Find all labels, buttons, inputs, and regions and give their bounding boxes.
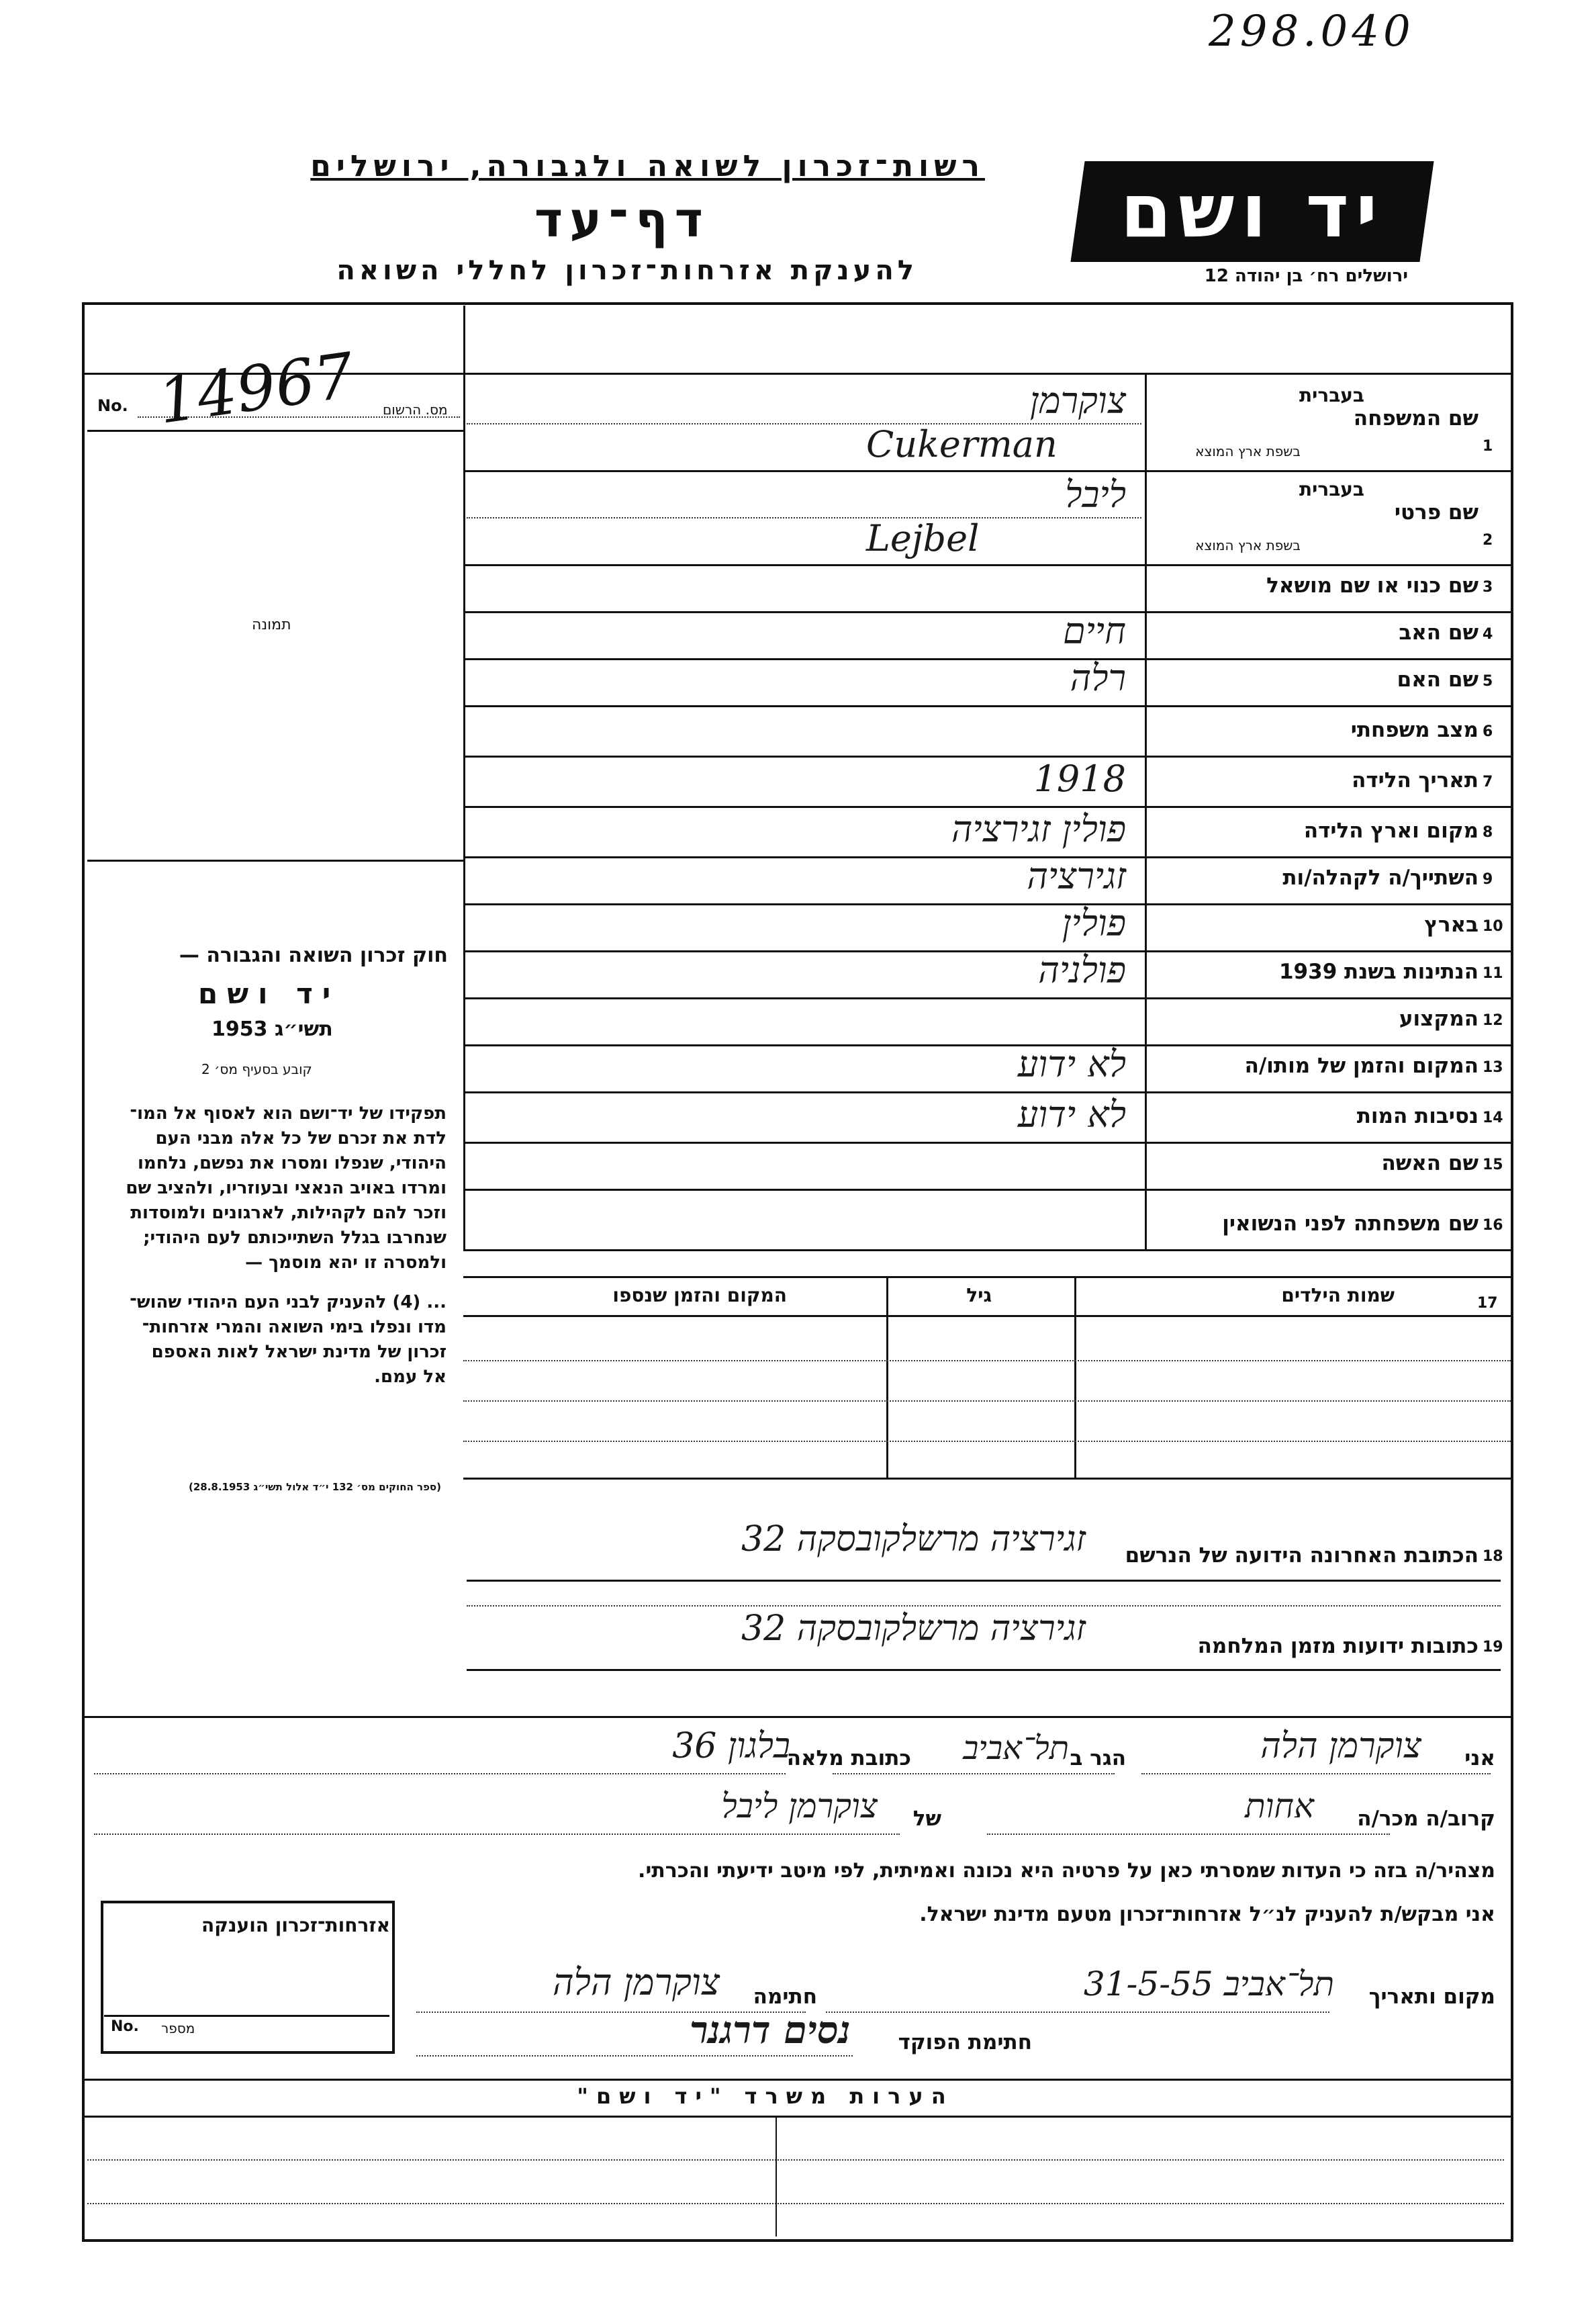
field-14-value: לא ידוע [1017, 1093, 1126, 1136]
reg-label: מס. הרשום [383, 402, 448, 418]
field-1-value-hebrew: צוקרמן [1029, 379, 1126, 422]
field-2-sub-original: בשפת ארץ המוצא [1195, 537, 1301, 553]
decl-signature-value: צוקרמן הלה [552, 1961, 720, 2003]
reg-no-value: 14967 [153, 339, 359, 438]
law-year: תשי״ג 1953 [212, 1018, 333, 1041]
field-row-divider [463, 950, 1511, 952]
field-13-value: לא ידוע [1017, 1043, 1126, 1085]
field-1-label: שם המשפחה [1353, 406, 1478, 431]
field-15-number: 15 [1483, 1157, 1503, 1173]
field-1-number: 1 [1483, 438, 1493, 455]
field-row-divider [463, 470, 1511, 472]
decl-place-date-label: מקום ותאריך [1368, 1985, 1495, 2009]
decl-officer-label: חתימת הפוקד [898, 2030, 1032, 2054]
field-12-number: 12 [1483, 1012, 1503, 1029]
law-name: יד ושם [198, 977, 340, 1010]
field-9-label: השתייך/ה לקהלה/ות [1282, 866, 1478, 890]
field-row-divider [463, 658, 1511, 660]
field-2-value-hebrew: ליבל [1065, 473, 1126, 516]
field-3-number: 3 [1483, 579, 1493, 596]
children-age-header: גיל [966, 1284, 992, 1306]
photo-label: תמונה [252, 617, 291, 633]
field-19-label: כתובות ידועות מזמן המלחמה [1197, 1634, 1478, 1658]
logo-text: יד ושם [1120, 168, 1384, 254]
field-4-label: שם האב [1399, 621, 1478, 645]
field-17-number: 17 [1477, 1295, 1498, 1312]
decl-of-value: צוקרמן ליבל [721, 1787, 878, 1825]
field-12-label: המקצוע [1399, 1007, 1478, 1031]
field-row-divider [463, 756, 1511, 758]
decl-of-label: של [912, 1807, 941, 1831]
field-14-number: 14 [1483, 1110, 1503, 1126]
field-row-divider [463, 1044, 1511, 1046]
field-11-value: פולניה [1038, 949, 1126, 991]
field-row-divider [463, 997, 1511, 999]
archive-number: 298.040 [1209, 7, 1415, 56]
field-10-label: בארץ [1424, 913, 1478, 937]
decl-resides-value: תל־אביב [963, 1729, 1069, 1767]
field-11-number: 11 [1483, 965, 1503, 982]
field-row-divider [463, 1091, 1511, 1093]
decl-statement-2: אני מבקש/ת להעניק לנ״ל אזרחות־זכרון מטעם מדינת ישראל. [919, 1903, 1495, 1926]
field-18-number: 18 [1483, 1548, 1503, 1565]
field-10-number: 10 [1483, 918, 1503, 935]
law-source: (ספר החוקים מס׳ 132 י״ד אלול תשי״ג 28.8.1953) [188, 1481, 441, 1493]
field-row-divider [463, 564, 1511, 566]
citizenship-title: אזרחות־זכרון הוענקה [201, 1914, 390, 1936]
field-7-value: 1918 [1033, 758, 1126, 800]
citizenship-no-label: No. [111, 2018, 139, 2035]
form-title: דף־עד [534, 191, 710, 248]
field-4-value: חיים [1063, 610, 1126, 652]
decl-place-date-value: תל־אביב 31-5-55 [1083, 1964, 1334, 2003]
form-subtitle: להענקת אזרחות־זכרון לחללי השואה [336, 255, 918, 286]
field-2-value-original: Lejbel [866, 517, 980, 559]
citizenship-no-heb: מספר [161, 2020, 195, 2036]
field-row-divider [463, 705, 1511, 707]
field-8-label: מקום וארץ הלידה [1303, 819, 1478, 843]
children-names-header: שמות הילדים [1281, 1284, 1395, 1306]
field-row-divider [463, 856, 1511, 858]
reg-no-label: No. [97, 396, 128, 415]
children-place-header: המקום והזמן שנספו [612, 1284, 787, 1306]
field-4-number: 4 [1483, 626, 1493, 643]
field-6-number: 6 [1483, 723, 1493, 740]
field-13-label: המקום והזמן של מותו/ה [1244, 1054, 1478, 1078]
field-subdivider [467, 517, 1141, 518]
field-19-number: 19 [1483, 1639, 1503, 1656]
field-7-label: תאריך הלידה [1352, 768, 1478, 793]
authority-title: רשות־זכרון לשואה ולגבורה, ירושלים [310, 149, 985, 183]
field-19-value: זגירציה מרשלקובסקה 32 [741, 1609, 1086, 1649]
field-16-number: 16 [1483, 1217, 1503, 1234]
decl-i-label: אני [1464, 1746, 1495, 1770]
field-5-value: רלה [1070, 657, 1126, 699]
field-2-sub-hebrew: בעברית [1299, 478, 1364, 500]
decl-relative-label: קרוב/ה מכר/ה [1357, 1807, 1495, 1831]
field-15-label: שם האשה [1381, 1151, 1478, 1175]
remarks-title: הערות משרד "יד ושם" [577, 2083, 954, 2109]
field-5-label: שם האם [1397, 668, 1478, 692]
field-2-number: 2 [1483, 532, 1493, 549]
field-3-label: שם כנוי או שם מושאל [1266, 574, 1478, 598]
field-10-value: פולין [1062, 902, 1126, 944]
address-line: ירושלים רח׳ בן יהודה 12 [1204, 266, 1408, 286]
field-13-number: 13 [1483, 1059, 1503, 1076]
decl-signature-label: חתימה [753, 1985, 817, 2009]
field-5-number: 5 [1483, 673, 1493, 690]
field-8-value: פולין זגירציה [951, 808, 1126, 850]
decl-i-value: צוקרמן הלה [1260, 1726, 1421, 1766]
decl-address-value: בלגון 36 [672, 1726, 790, 1766]
field-2-label: שם פרטי [1394, 500, 1478, 525]
decl-address-label: כתובת מלאה [786, 1746, 911, 1770]
law-clause: קובע בסעיף מס׳ 2 [201, 1061, 312, 1077]
field-18-value: זגירציה מרשלקובסקה 32 [741, 1519, 1086, 1560]
field-9-value: זגירציה [1027, 855, 1126, 897]
field-1-value-original: Cukerman [866, 423, 1058, 465]
field-11-label: הנתינות בשנת 1939 [1278, 960, 1478, 984]
field-row-divider [463, 903, 1511, 905]
field-row-divider [463, 1249, 1511, 1251]
decl-officer-value: נסים דרגנר [690, 2008, 851, 2052]
field-1-sub-hebrew: בעברית [1299, 384, 1364, 406]
field-7-number: 7 [1483, 774, 1493, 790]
field-row-divider [463, 1142, 1511, 1144]
field-18-label: הכתובת האחרונה הידועה של הנרשם [1125, 1543, 1478, 1568]
decl-resides-label: הגר ב [1070, 1746, 1126, 1770]
field-16-label: שם משפחתה לפני הנשואין [1222, 1212, 1478, 1236]
decl-statement-1: מצהיר/ה בזה כי העדות שמסרתי כאן על פרטיה היא נכונה ואמיתית, לפי מיטב ידיעתי והכרתי. [638, 1859, 1495, 1883]
field-1-sub-original: בשפת ארץ המוצא [1195, 443, 1301, 459]
field-row-divider [463, 611, 1511, 613]
field-9-number: 9 [1483, 871, 1493, 888]
field-8-number: 8 [1483, 824, 1493, 841]
field-row-divider [463, 1189, 1511, 1191]
law-text: תפקידו של יד־ושם הוא לאסוף אל המו־ לדת את זכרם של כל אלה מבני העם היהודי, שנפלו ומסרו את נפשם, נלחמו ומרדו באויב הנאצי ובעוזריו, ולהציב שם וזכר להם לקהילות, לארגונים ולמוסדות שנחרבו בגלל השתייכותם לעם היהודי; ולמסרה זו יהא מוסמך — ... (4) להעניק לבני העם היהודי שהוש־ מדו ונפלו בימי השואה והמרי אזרחות־ זכרון של מדינת ישראל לאות האספם אל עמם. [126, 1103, 447, 1387]
law-title: חוק זכרון השואה והגבורה — [179, 944, 448, 967]
field-6-label: מצב משפחתי [1350, 718, 1478, 742]
decl-relative-value: אחות [1245, 1787, 1314, 1825]
field-14-label: נסיבות המות [1356, 1104, 1478, 1128]
